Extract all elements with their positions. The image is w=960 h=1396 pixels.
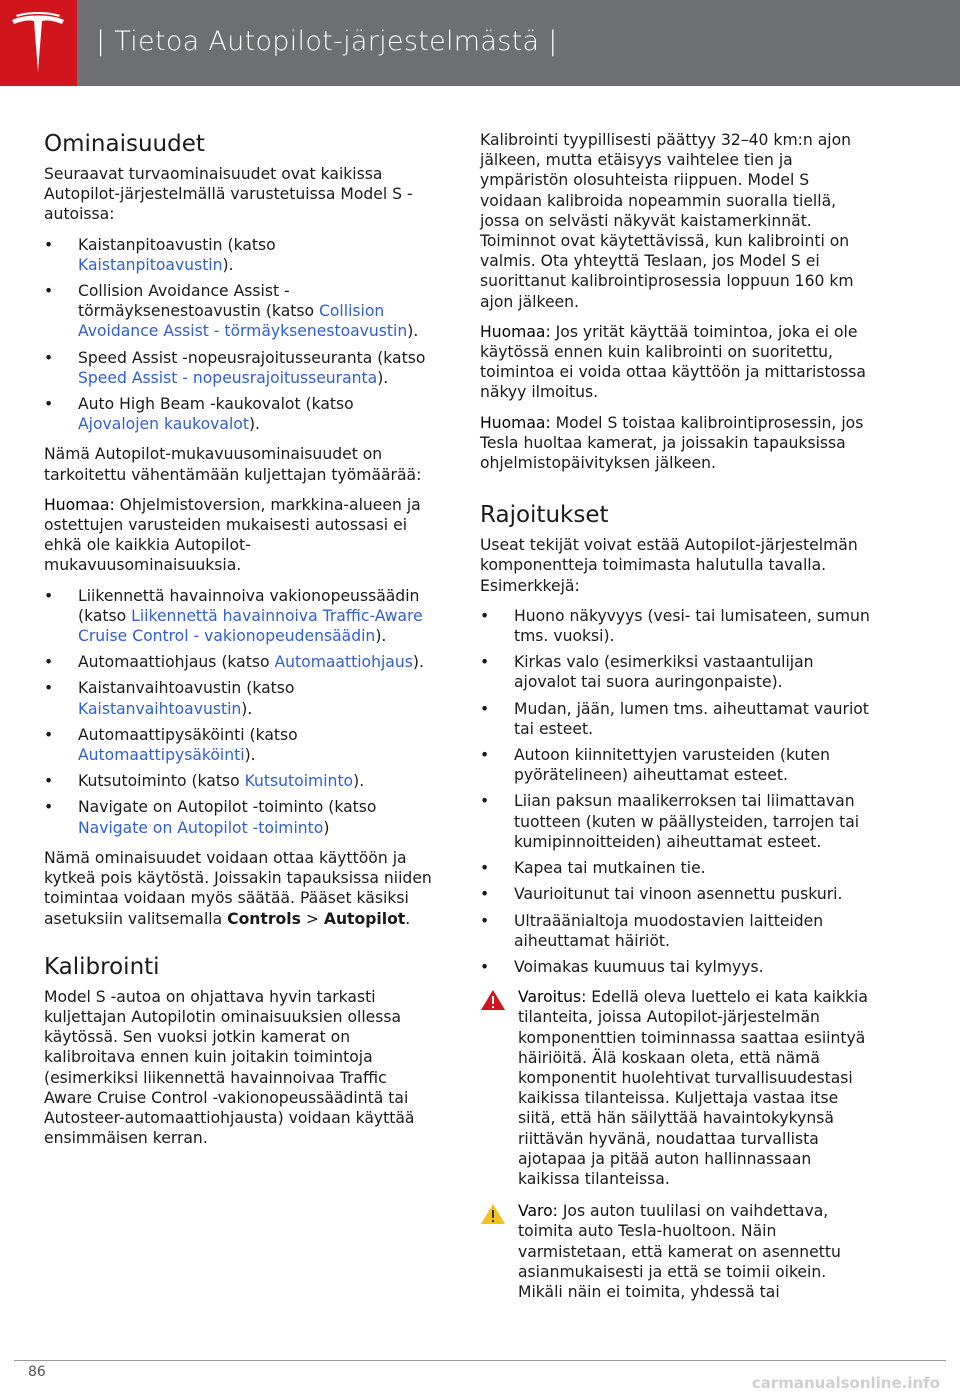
- link-navigate-on-autopilot[interactable]: Navigate on Autopilot -toiminto: [78, 818, 324, 837]
- list-item: • Vaurioitunut tai vinoon asennettu puskuri.: [480, 884, 872, 904]
- settings-paragraph: Nämä ominaisuudet voidaan ottaa käyttöön ja kytkeä pois käytöstä. Joissakin tapauksissa niiden toimintaa voidaan myös säätää. Pääset käsiksi asetuksiin valitsemalla Controls > Autopilot.: [44, 848, 432, 928]
- limitations-list: [480, 606, 872, 977]
- list-item: • Kaistanvaihtoavustin (katso Kaistanvaihtoavustin).: [44, 678, 436, 718]
- link-speed-assist[interactable]: Speed Assist - nopeusrajoitusseuranta: [78, 368, 378, 387]
- autopilot-menu: Autopilot: [323, 909, 406, 928]
- comfort-features-list: [44, 586, 436, 838]
- link-kaistanpitoavustin[interactable]: Kaistanpitoavustin: [78, 255, 223, 274]
- list-item: • Navigate on Autopilot -toiminto (katso Navigate on Autopilot -toiminto): [44, 797, 436, 837]
- list-item: • Mudan, jään, lumen tms. aiheuttamat vauriot tai esteet.: [480, 699, 872, 739]
- footer-divider: [14, 1360, 946, 1361]
- note: Huomaa: Ohjelmistoversion, markkina-alueen ja ostettujen varusteiden mukaisesti autossasi ei ehkä ole kaikkia Autopilot-mukavuusominaisuuksia.: [44, 495, 421, 575]
- list-item: • Kutsutoiminto (katso Kutsutoiminto).: [44, 771, 436, 791]
- page-number: 86: [28, 1364, 46, 1380]
- list-item: • Collision Avoidance Assist - törmäyksenestoavustin (katso Collision Avoidance Assist - törmäyksenestoavustin).: [44, 281, 436, 342]
- heading-ominaisuudet: Ominaisuudet: [44, 131, 205, 157]
- tesla-logo-icon: [10, 12, 66, 74]
- calibration-text: Model S -autoa on ohjattava hyvin tarkasti kuljettajan Autopilotin ominaisuuksien ollessa käytössä. Sen vuoksi jotkin kamerat on kalibroitava ennen kuin joitakin toimintoja (esimerkiksi liikennettä havainnoivaa Traffic Aware Cruise Control -vakionopeussäädintä tai Autosteer-automaattiohjausta) voidaan käyttää ensimmäisen kerran.: [44, 987, 415, 1148]
- note: Huomaa: Jos yrität käyttää toimintoa, joka ei ole käytössä ennen kuin kalibrointi on suoritettu, toimintoa ei voida ottaa käyttöön ja mittaristossa näkyy ilmoitus.: [480, 322, 866, 402]
- note-label: Huomaa:: [480, 322, 551, 341]
- tesla-logo: [0, 0, 77, 86]
- link-tacc[interactable]: Liikennettä havainnoiva Traffic-Aware Cruise Control - vakionopeudensäädin: [78, 606, 423, 646]
- caution-icon: [480, 1203, 506, 1225]
- safety-features-list: [44, 235, 436, 435]
- section-title: | Tietoa Autopilot-järjestelmästä |: [96, 26, 558, 57]
- right-column: [480, 130, 872, 1314]
- link-kaistanvaihtoavustin[interactable]: Kaistanvaihtoavustin: [78, 699, 242, 718]
- features-intro: Seuraavat turvaominaisuudet ovat kaikissa Autopilot-järjestelmällä varustetuissa Model S -autoissa:: [44, 165, 413, 224]
- link-automaattipysakointi[interactable]: Automaattipysäköinti: [78, 746, 245, 765]
- left-column: [44, 130, 436, 1158]
- list-item: • Liikennettä havainnoiva vakionopeussäädin (katso Liikennettä havainnoiva Traffic-Aware Cruise Control - vakionopeudensäädin).: [44, 586, 436, 647]
- list-item: • Speed Assist -nopeusrajoitusseuranta (katso Speed Assist - nopeusrajoitusseuranta).: [44, 348, 436, 388]
- list-item: • Autoon kiinnitettyjen varusteiden (kuten pyörätelineen) aiheuttamat esteet.: [480, 745, 872, 785]
- heading-kalibrointi: Kalibrointi: [44, 953, 160, 980]
- link-kutsutoiminto[interactable]: Kutsutoiminto: [244, 772, 354, 791]
- note-label: Huomaa:: [44, 495, 115, 514]
- note: Huomaa: Model S toistaa kalibrointiprosessin, jos Tesla huoltaa kamerat, ja joissakin tapauksissa ohjelmistopäivityksen jälkeen.: [480, 413, 864, 473]
- calibration-continued: Kalibrointi tyypillisesti päättyy 32–40 km:n ajon jälkeen, mutta etäisyys vaihtelee tien ja ympäristön olosuhteista riippuen. Model S voidaan kalibroida nopeammin suoralla tiellä, jossa on selvästi näkyvät kaistamerkinnät. Toiminnot ovat käytettävissä, kun kalibrointi on valmis. Ota yhteyttä Teslaan, jos Model S ei suorittanut kalibrointiprosessia loppuun 160 km ajon jälkeen.: [480, 131, 854, 311]
- list-item: • Automaattipysäköinti (katso Automaattipysäköinti).: [44, 725, 436, 765]
- list-item: • Voimakas kuumuus tai kylmyys.: [480, 957, 872, 977]
- note-label: Huomaa:: [480, 413, 551, 432]
- link-automaattiohjaus[interactable]: Automaattiohjaus: [274, 653, 413, 672]
- warning-label: Varoitus:: [518, 988, 587, 1007]
- list-item: • Huono näkyvyys (vesi- tai lumisateen, sumun tms. vuoksi).: [480, 606, 872, 646]
- limits-intro: Useat tekijät voivat estää Autopilot-järjestelmän komponentteja toimimasta halutulla tavalla. Esimerkkejä:: [480, 536, 858, 595]
- list-item: • Kirkas valo (esimerkiksi vastaantulijan ajovalot tai suora auringonpaiste).: [480, 652, 872, 692]
- warning-icon: [480, 989, 506, 1011]
- list-item: • Ultraäänialtoja muodostavien laitteiden aiheuttamat häiriöt.: [480, 911, 872, 951]
- list-item: • Kaistanpitoavustin (katso Kaistanpitoavustin).: [44, 235, 436, 275]
- list-item: • Liian paksun maalikerroksen tai liimattavan tuotteen (kuten w päällysteiden, tarrojen tai kumipinnoitteiden) aiheuttamat esteet.: [480, 791, 872, 852]
- comfort-intro: Nämä Autopilot-mukavuusominaisuudet on tarkoitettu vähentämään kuljettajan työmäärää:: [44, 445, 422, 484]
- caution-label: Varo:: [518, 1202, 558, 1221]
- heading-rajoitukset: Rajoitukset: [480, 502, 609, 529]
- list-item: • Kapea tai mutkainen tie.: [480, 858, 872, 878]
- watermark: carmanualsonline.info: [751, 1374, 940, 1392]
- list-item: • Auto High Beam -kaukovalot (katso Ajovalojen kaukovalot).: [44, 394, 436, 434]
- list-item: • Automaattiohjaus (katso Automaattiohjaus).: [44, 652, 436, 672]
- link-ajovalojen-kaukovalot[interactable]: Ajovalojen kaukovalot: [78, 415, 249, 434]
- page-header: [0, 0, 960, 86]
- controls-menu: Controls: [227, 909, 301, 928]
- link-collision-avoidance[interactable]: Collision Avoidance Assist - törmäyksenestoavustin: [78, 302, 408, 341]
- caution-box: Varo: Jos auton tuulilasi on vaihdettava, toimita auto Tesla-huoltoon. Näin varmistetaan, että kamerat on asennettu asianmukaisesti ja että se toimii oikein. Mikäli näin ei toimita, yhdessä tai: [480, 1201, 872, 1302]
- warning-box: Varoitus: Edellä oleva luettelo ei kata kaikkia tilanteita, joissa Autopilot-järjestelmän komponenttien toiminnassa saattaa esiintyä häiriöitä. Älä koskaan oleta, että nämä komponentit huolehtivat turvallisuudestasi kaikissa tilanteissa. Kuljettaja vastaa itse siitä, että hän säilyttää havaintokykynsä riittävän hyvänä, noudattaa turvallista ajotapaa ja pitää auton hallinnassaan kaikissa tilanteissa.: [480, 987, 872, 1189]
